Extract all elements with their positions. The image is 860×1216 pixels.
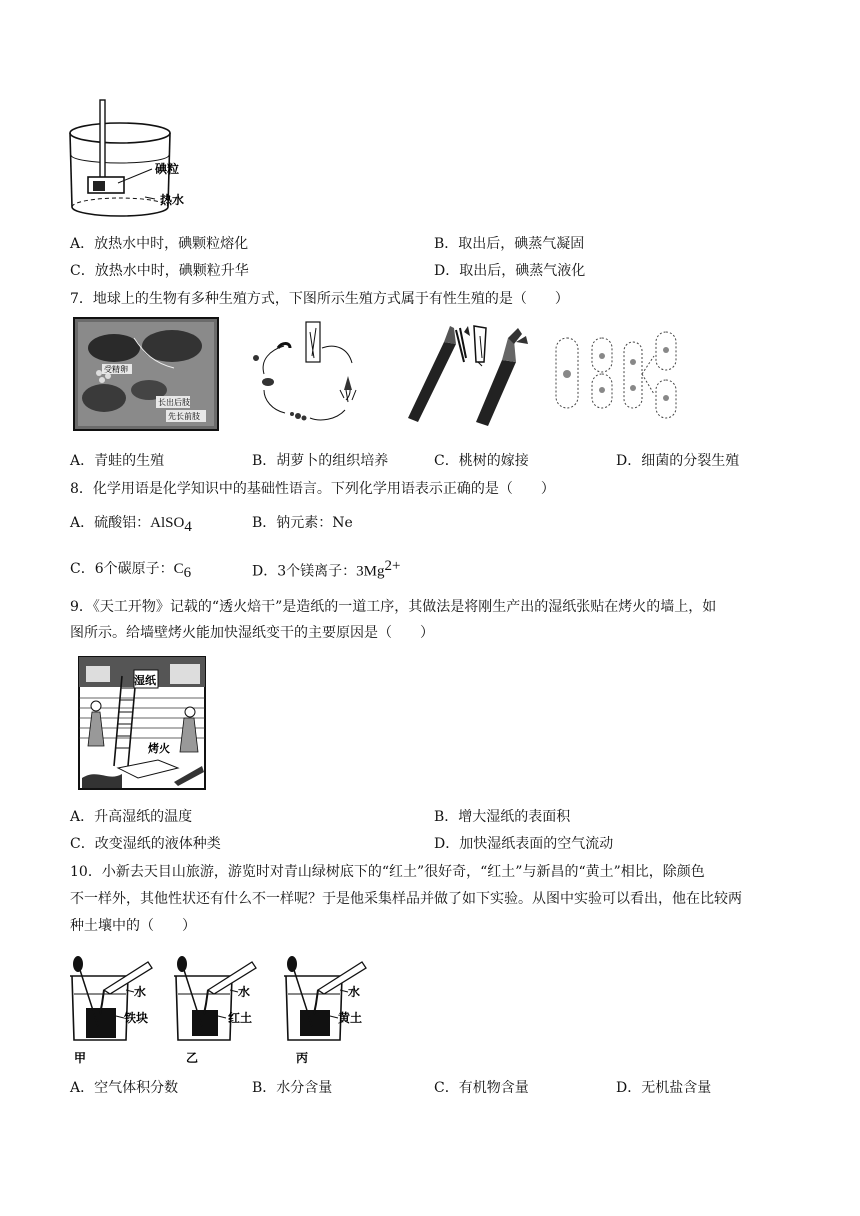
bacteria-fission-figure <box>552 326 686 424</box>
iodine-label: 碘粒 <box>155 162 180 176</box>
beaker-bing-label: 丙 <box>296 1051 309 1065</box>
q6-option-c: C．放热水中时，碘颗粒升华 <box>70 263 249 279</box>
beaker-yi-solid-label: 红土 <box>228 1011 253 1025</box>
iodine-beaker-figure <box>60 95 220 225</box>
beaker-jia-solid-label: 铁块 <box>124 1011 149 1025</box>
q8-option-b: B．钠元素：Ne <box>252 515 353 531</box>
beaker-yi-figure <box>168 950 268 1068</box>
q8-option-d: D．3个镁离子：$3Mg^{2+}$ <box>252 558 401 580</box>
q7-option-a: A．青蛙的生殖 <box>70 453 165 469</box>
q9-stem-line1: 9．《天工开物》记载的“透火焙干”是造纸的一道工序，其做法是将刚生产出的湿纸张贴在烤火的墙上，如 <box>70 599 717 615</box>
q10-stem-line1: 10．小新去天目山旅游，游览时对青山绿树底下的“红土”很好奇，“红土”与新昌的“黄土”相比，除颜色 <box>70 864 705 880</box>
q10-option-a: A．空气体积分数 <box>70 1080 179 1096</box>
q8-a-formula: AlSO <box>150 515 185 531</box>
q10-option-b: B．水分含量 <box>252 1080 333 1096</box>
hot-water-label: 热水 <box>160 193 185 207</box>
q8-option-c: C．6个碳原子：$C_6$ <box>70 561 192 581</box>
q6-option-b: B．取出后，碘蒸气凝固 <box>434 236 585 252</box>
beaker-jia-figure <box>64 950 164 1068</box>
q10-stem-line3: 种土壤中的（ ） <box>70 918 196 934</box>
q9-option-d: D．加快湿纸表面的空气流动 <box>434 836 614 852</box>
frog-label-egg: 受精卵 <box>104 365 128 374</box>
q7-option-c: C．桃树的嫁接 <box>434 453 529 469</box>
q9-option-a: A．升高湿纸的温度 <box>70 809 193 825</box>
frog-label-forelimb: 先长前肢 <box>168 412 200 421</box>
beaker-yi-water-label: 水 <box>238 985 251 999</box>
q9-option-b: B．增大湿纸的表面积 <box>434 809 571 825</box>
beaker-bing-solid-label: 黄土 <box>338 1011 363 1025</box>
fire-label: 烤火 <box>148 742 170 755</box>
q9-option-c: C．改变湿纸的液体种类 <box>70 836 221 852</box>
q6-option-a: A．放热水中时，碘颗粒熔化 <box>70 236 249 252</box>
q7-option-d: D．细菌的分裂生殖 <box>616 453 740 469</box>
q7-option-b: B．胡萝卜的组织培养 <box>252 453 389 469</box>
wet-paper-label: 湿纸 <box>134 674 156 687</box>
q8-stem: 8．化学用语是化学知识中的基础性语言。下列化学用语表示正确的是（ ） <box>70 481 555 497</box>
beaker-yi-label: 乙 <box>186 1051 199 1065</box>
q8-option-a: A．硫酸铝：AlSO$_4$ <box>70 515 192 535</box>
carrot-tissue-culture-figure <box>240 318 380 430</box>
frog-reproduction-figure <box>74 318 218 430</box>
q7-stem: 7．地球上的生物有多种生殖方式，下图所示生殖方式属于有性生殖的是（ ） <box>70 291 569 307</box>
q9-stem-line2: 图所示。给墙壁烤火能加快湿纸变干的主要原因是（ ） <box>70 625 434 641</box>
beaker-jia-water-label: 水 <box>134 985 147 999</box>
beaker-jia-label: 甲 <box>74 1051 87 1065</box>
frog-label-hindlimb: 长出后肢 <box>158 398 190 407</box>
q6-option-d: D．取出后，碘蒸气液化 <box>434 263 586 279</box>
peach-grafting-figure <box>404 322 538 426</box>
q8-d-formula: 3Mg <box>356 563 385 580</box>
paper-drying-figure <box>78 656 206 790</box>
beaker-bing-water-label: 水 <box>348 985 361 999</box>
q8-c-formula: C <box>173 561 184 577</box>
q10-option-d: D．无机盐含量 <box>616 1080 712 1096</box>
q10-stem-line2: 不一样外，其他性状还有什么不一样呢？于是他采集样品并做了如下实验。从图中实验可以看出，他在比较两 <box>70 891 742 907</box>
beaker-bing-figure <box>278 950 378 1068</box>
q10-option-c: C．有机物含量 <box>434 1080 529 1096</box>
